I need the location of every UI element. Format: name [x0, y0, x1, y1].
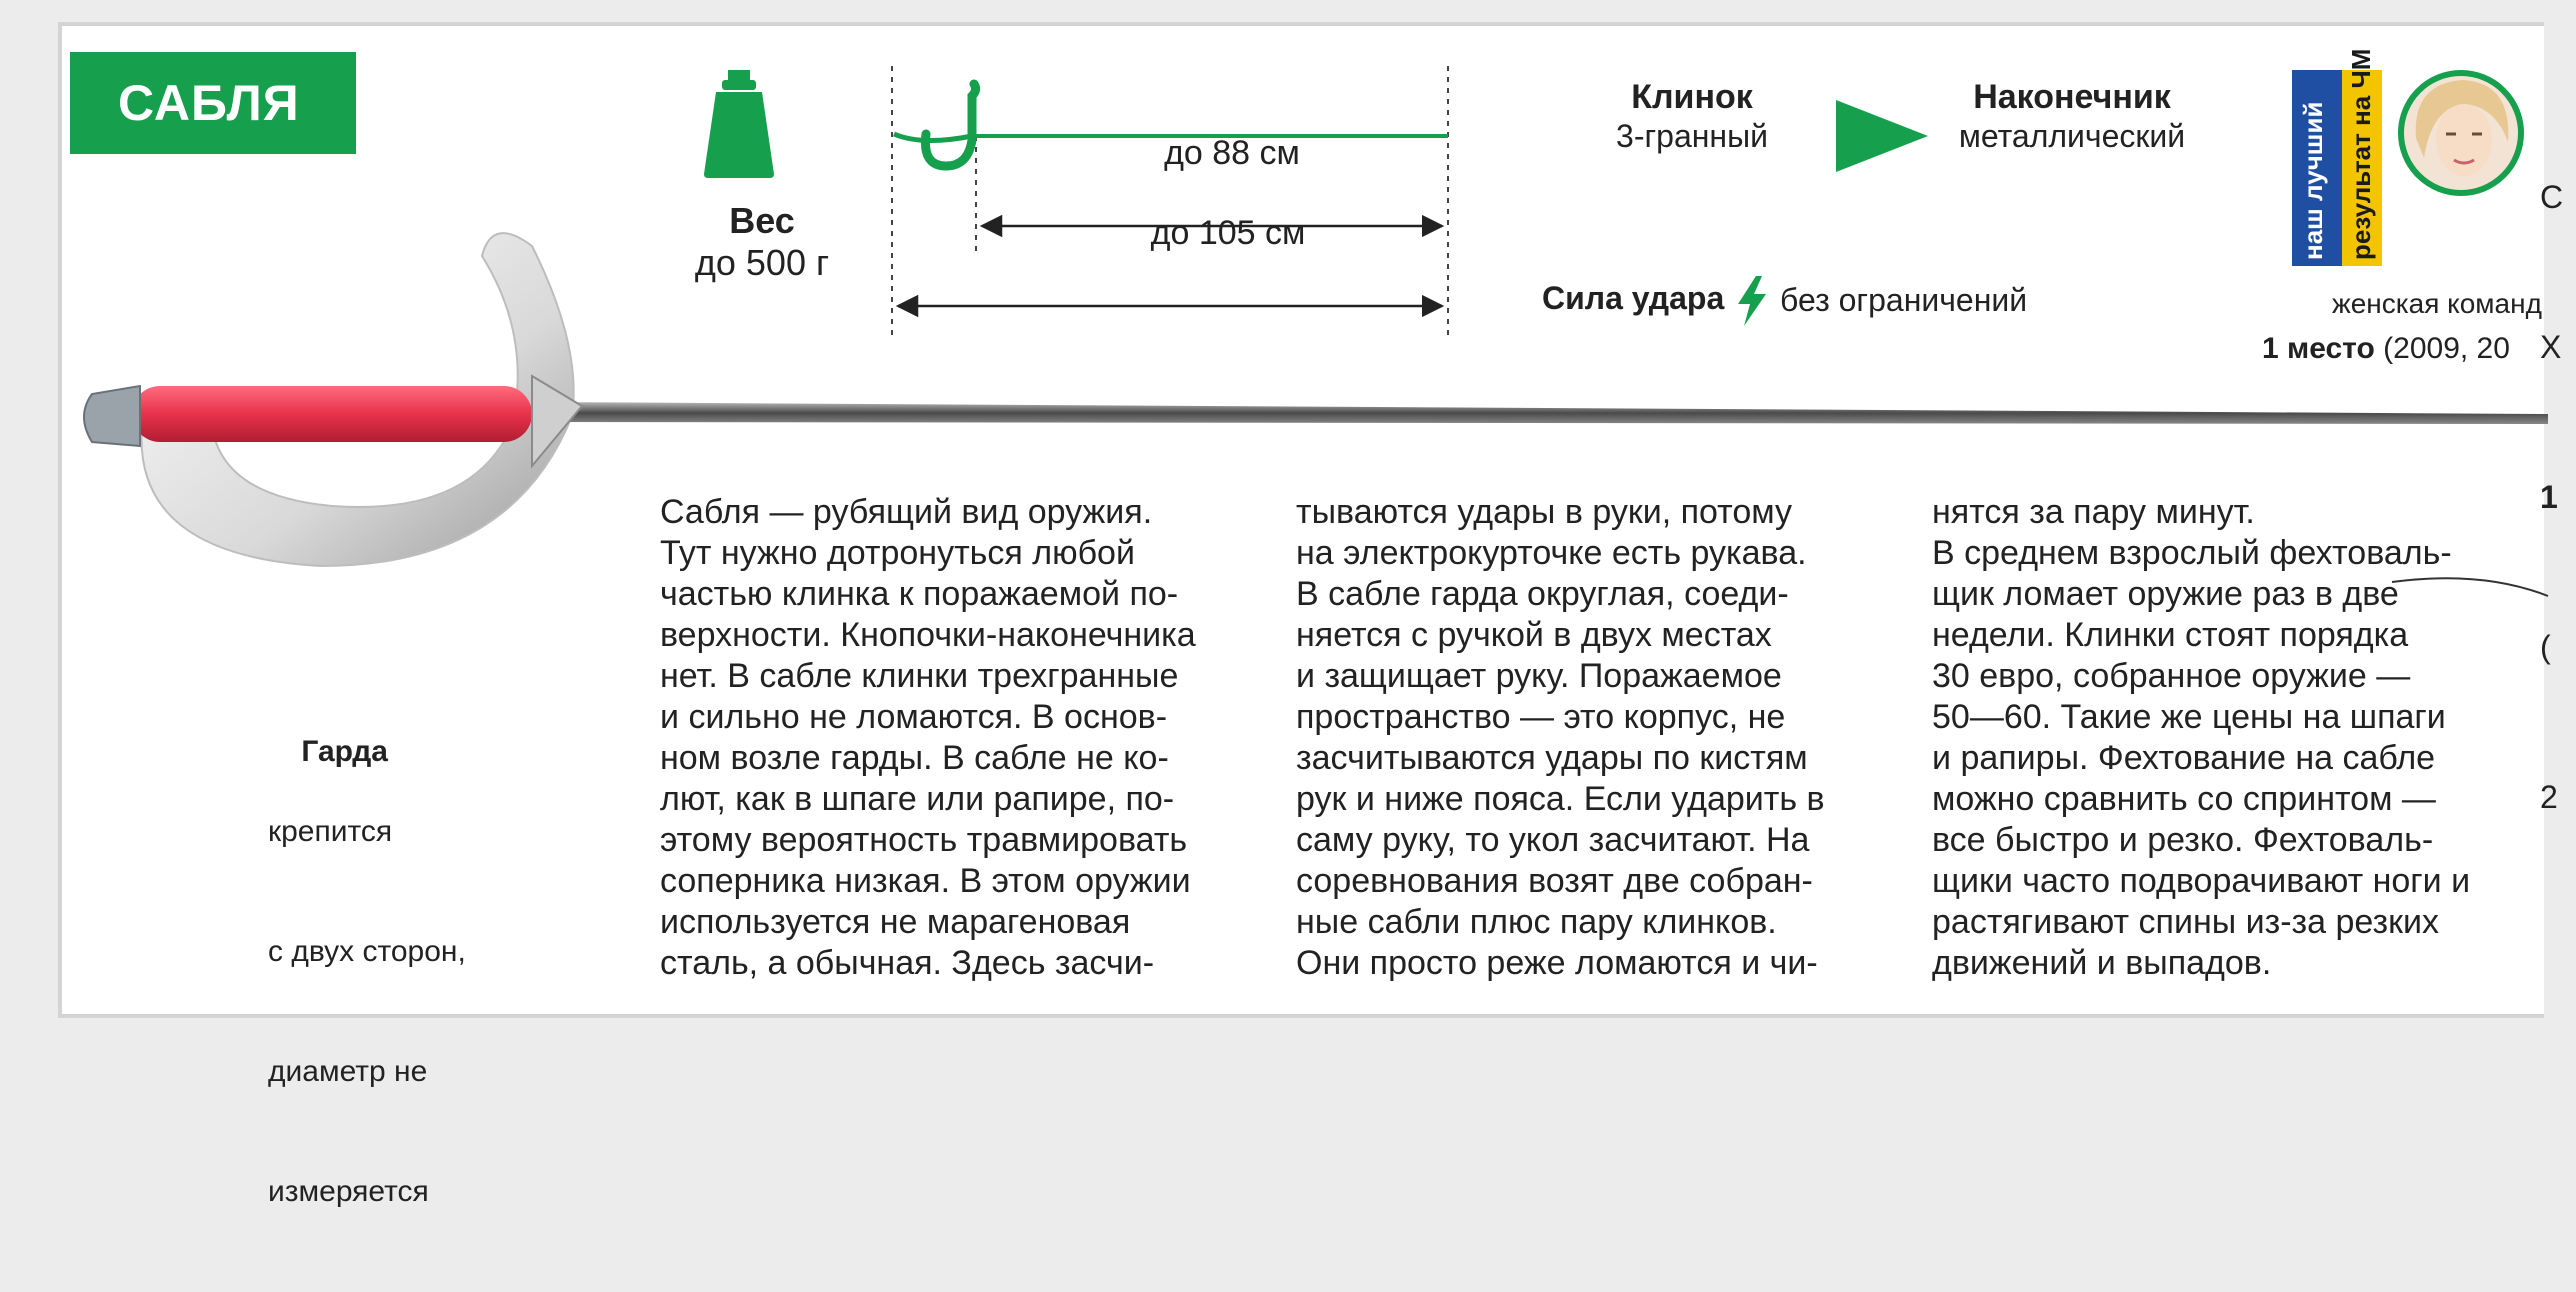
saber-infographic [58, 22, 2564, 1208]
guard-line-4: измеряется [268, 1175, 429, 1208]
tip-label: Наконечник [1973, 78, 2171, 116]
guard-line-1: крепится [268, 815, 393, 848]
result-cut-line-2: Х [2540, 329, 2562, 365]
weight-icon [702, 70, 776, 178]
team-label: женская команд [2332, 288, 2542, 319]
result-cut-line-3: 1 [2540, 479, 2558, 515]
section-title: САБЛЯ [70, 52, 356, 154]
tip-value: металлический [1958, 118, 2186, 154]
guard-line-2: с двух сторон, [268, 935, 466, 968]
portrait-icon [2396, 68, 2526, 198]
result-cut-line-4: ( [2540, 629, 2551, 665]
weight-value: до 500 г [694, 242, 830, 283]
strike-value: без ограничений [1780, 282, 2028, 318]
result-cut-line-5: 2 [2540, 779, 2558, 815]
article-column-1: Сабля — рубящий вид оружия. Тут нужно дотронуться любой частью клинка к поражаемой по- верхности. Кнопочки-наконечника нет. В сабле клинки трехгранные и сильно не ломаются. В основ- ном возле гарды. В сабле не ко- лют, как в шпаге или рапире, по- этому вероятность травмировать соперника низкая. В этом оружии используется не марагеновая сталь, а обычная. Здесь засчи- [660, 493, 1196, 982]
weight-label: Вес [729, 200, 795, 241]
article-column-3: нятся за пару минут. В среднем взрослый фехтоваль- щик ломает оружие раз в две недели. Клинки стоят порядка 30 евро, собранное оружие — 50—60. Такие же цены на шпаги и рапиры. Фехтование на сабле можно сравнить со спринтом — все быстро и резко. Фехтоваль- щики часто подворачивают ноги и растягивают спины из-за резких движений и выпадов. [1932, 493, 2471, 982]
guard-line-3: диаметр не [268, 1055, 428, 1088]
blade-value: 3-гранный [1616, 118, 1768, 154]
place-bold: 1 место [2262, 332, 2375, 365]
leader-line [2392, 560, 2552, 600]
guard-title: Гарда [301, 735, 388, 768]
guard-caption [268, 692, 466, 1292]
place-years: (2009, 20 [2383, 332, 2510, 365]
blade-label: Клинок [1631, 78, 1753, 116]
total-length-label: до 105 см [1150, 214, 1306, 252]
banner-line-2: результат на ЧМ [2346, 48, 2376, 260]
result-cut-line-1: С [2540, 179, 2564, 215]
article-column-2: тываются удары в руки, потому на электрокурточке есть рукава. В сабле гарда округлая, соеди- няется с ручкой в двух местах и защищает руку. Поражаемое пространство — это корпус, не засчитываются удары по кистям рук и ниже пояса. Если ударить в саму руку, то укол засчитают. На соревнования возят две собран- ные сабли плюс пару клинков. Они просто реже ломаются и чи- [1296, 493, 1825, 982]
strike-label: Сила удара [1542, 280, 1725, 316]
blade-length-label: до 88 см [1164, 134, 1300, 172]
banner-line-1: наш лучший [2298, 101, 2328, 260]
